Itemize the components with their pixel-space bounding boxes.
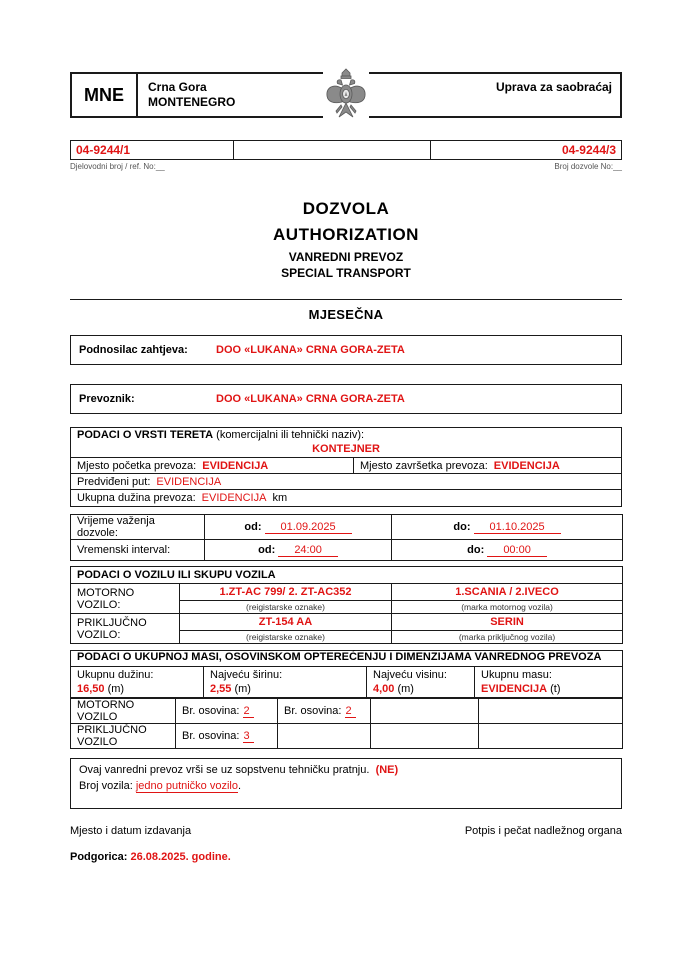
cargo-distance-value: EVIDENCIJA	[201, 492, 267, 504]
applicant-label: Podnosilac zahtjeva:	[79, 344, 188, 356]
trailer-axles-empty-3	[479, 724, 623, 749]
cargo-start-label: Mjesto početka prevoza:	[77, 459, 197, 472]
cargo-end-label: Mjesto završetka prevoza:	[360, 459, 488, 472]
motor-axles-row	[71, 699, 623, 724]
country-name	[138, 74, 235, 116]
trailer-vehicle-label: PRIKLJUČNO VOZILO:	[71, 614, 180, 644]
length-label: Ukupnu dužinu:	[77, 669, 154, 681]
cargo-distance-unit: km	[272, 492, 288, 504]
cargo-end-value: EVIDENCIJA	[493, 459, 560, 472]
motor-plates-value: 1.ZT-AC 799/ 2. ZT-AC352	[180, 584, 392, 601]
ref-number-left: 04-9244/1	[71, 141, 234, 159]
carrier-value: DOO «LUKANA» CRNA GORA-ZETA	[216, 393, 405, 405]
dimensions-section	[70, 650, 623, 698]
document-header	[70, 72, 622, 118]
cargo-start-value: EVIDENCIJA	[202, 459, 269, 472]
trailer-plates-value: ZT-154 AA	[180, 614, 392, 631]
motor-axles-empty-2	[479, 699, 623, 724]
max-height-cell	[367, 667, 475, 698]
issue-date-value: 26.08.2025. godine.	[130, 851, 231, 863]
trailer-plates-caption: (reigistarske oznake)	[180, 630, 392, 643]
applicant-row	[70, 335, 622, 365]
vehicle-section	[70, 566, 623, 644]
motor-plates-caption: (reigistarske oznake)	[180, 600, 392, 613]
axles-subsection	[70, 698, 623, 749]
dimensions-values-row	[71, 667, 623, 698]
motor-axles-cell-2	[278, 699, 371, 724]
total-mass-cell	[475, 667, 623, 698]
carrier-row	[70, 384, 622, 414]
axle-label-3: Br. osovina:	[182, 730, 240, 742]
cargo-route-label: Predviđeni put:	[77, 475, 151, 488]
cargo-heading	[71, 428, 621, 443]
cargo-heading-bold: PODACI O VRSTI TERETA	[77, 429, 214, 441]
interval-from-cell	[205, 540, 392, 561]
cargo-distance-label: Ukupna dužina prevoza:	[77, 492, 196, 504]
trailer-make-caption: (marka priključnog vozila)	[392, 630, 623, 643]
dimensions-heading: PODACI O UKUPNOJ MASI, OSOVINSKOM OPTEREĆENJU I DIMENZIJAMA VANREDNOG PREVOZA	[71, 651, 623, 667]
cargo-route-row	[71, 474, 621, 490]
cargo-heading-normal: (komercijalni ili tehnički naziv):	[213, 429, 365, 441]
issue-place: Podgorica:	[70, 851, 128, 863]
motor-axles-label: MOTORNO VOZILO	[71, 699, 176, 724]
axle-label: Br. osovina:	[182, 705, 240, 717]
escort-text: Ovaj vanredni prevoz vrši se uz sopstvenu tehničku pratnju.	[79, 764, 370, 776]
escort-vehicles-value: jedno putničko vozilo	[135, 780, 238, 792]
do-label-2: do:	[467, 544, 485, 556]
length-unit: (m)	[107, 683, 125, 695]
ref-caption-right: Broj dozvole No:__	[554, 162, 622, 171]
interval-to-value: 00:00	[487, 544, 547, 557]
footer-labels	[70, 825, 622, 837]
trailer-axles-row	[71, 724, 623, 749]
vehicle-heading: PODACI O VOZILU ILI SKUPU VOZILA	[71, 567, 623, 584]
motor-make-caption: (marka motornog vozila)	[392, 600, 623, 613]
valid-to-cell	[392, 515, 623, 540]
width-unit: (m)	[234, 683, 251, 695]
do-label: do:	[453, 521, 471, 533]
max-width-cell	[204, 667, 367, 698]
cargo-end-cell	[354, 458, 621, 473]
valid-to-value: 01.10.2025	[474, 521, 561, 534]
valid-from-value: 01.09.2025	[265, 521, 352, 534]
escort-vehicles-label: Broj vozila:	[79, 780, 133, 792]
od-label: od:	[244, 521, 262, 533]
motor-axles-cell-1	[176, 699, 278, 724]
escort-section	[70, 758, 622, 809]
height-unit: (m)	[397, 683, 414, 695]
title-authorization: AUTHORIZATION	[273, 225, 419, 244]
mass-label: Ukupnu masu:	[481, 669, 552, 681]
interval-row	[71, 540, 623, 561]
escort-line1	[79, 762, 613, 778]
mass-value: EVIDENCIJA	[481, 683, 548, 695]
title-special-transport: SPECIAL TRANSPORT	[281, 266, 411, 280]
valid-from-cell	[205, 515, 392, 540]
ref-caption-left: Djelovodni broj / ref. No:__	[70, 162, 165, 171]
cargo-route-cell	[71, 476, 227, 488]
cargo-start-cell	[71, 458, 354, 473]
place-date-label: Mjesto i datum izdavanja	[70, 825, 192, 837]
ref-number-middle	[234, 141, 431, 159]
motor-axles-empty-1	[371, 699, 479, 724]
trailer-axles-cell	[176, 724, 278, 749]
trailer-axles-value: 3	[243, 730, 254, 743]
escort-value: (NE)	[375, 764, 399, 776]
motor-axles-value-2: 2	[345, 705, 356, 718]
cargo-distance-cell	[71, 492, 293, 504]
cargo-start-end-row	[71, 458, 621, 474]
width-value: 2,55	[210, 683, 232, 695]
montenegro-coat-of-arms-icon	[323, 67, 369, 125]
title-vanredni-prevoz: VANREDNI PREVOZ	[288, 250, 404, 264]
cargo-distance-row	[71, 490, 621, 506]
cargo-section	[70, 427, 622, 507]
height-label: Najveću visinu:	[373, 669, 447, 681]
issue-date-row	[70, 851, 622, 863]
reference-captions	[70, 162, 622, 171]
carrier-label: Prevoznik:	[79, 393, 135, 405]
escort-vehicles-suffix: .	[237, 780, 242, 792]
permit-period: MJESEČNA	[308, 307, 384, 322]
reference-number-row	[70, 140, 622, 160]
document-title	[70, 199, 622, 280]
issuing-authority: Uprava za saobraćaj	[495, 80, 612, 94]
interval-label: Vremenski interval:	[71, 540, 205, 561]
length-value: 16,50	[77, 683, 105, 695]
total-length-cell	[71, 667, 204, 698]
trailer-axles-empty-2	[371, 724, 479, 749]
cargo-route-value: EVIDENCIJA	[156, 475, 222, 488]
ref-number-right: 04-9244/3	[561, 143, 616, 157]
validity-section	[70, 514, 623, 561]
width-label: Najveću širinu:	[210, 669, 283, 681]
validity-label: Vrijeme važenja dozvole:	[71, 515, 205, 540]
interval-to-cell	[392, 540, 623, 561]
motor-make-value: 1.SCANIA / 2.IVECO	[392, 584, 623, 601]
title-divider	[70, 299, 622, 300]
axle-label-2: Br. osovina:	[284, 705, 342, 717]
trailer-axles-label: PRIKLJUČNO VOZILO	[71, 724, 176, 749]
validity-row	[71, 515, 623, 540]
country-name-en: MONTENEGRO	[148, 95, 236, 109]
country-name-local: Crna Gora	[148, 80, 207, 94]
mass-unit: (t)	[550, 683, 561, 695]
interval-from-value: 24:00	[278, 544, 338, 557]
cargo-name: KONTEJNER	[71, 443, 621, 458]
trailer-make-value: SERIN	[392, 614, 623, 631]
title-dozvola: DOZVOLA	[302, 199, 390, 218]
applicant-value: DOO «LUKANA» CRNA GORA-ZETA	[216, 344, 405, 356]
height-value: 4,00	[373, 683, 395, 695]
escort-line2	[79, 778, 613, 794]
od-label-2: od:	[258, 544, 276, 556]
country-code: MNE	[72, 74, 138, 116]
trailer-axles-empty-1	[278, 724, 371, 749]
motor-axles-value-1: 2	[243, 705, 254, 718]
motor-vehicle-label: MOTORNO VOZILO:	[71, 584, 180, 614]
signature-label: Potpis i pečat nadležnog organa	[464, 825, 622, 837]
